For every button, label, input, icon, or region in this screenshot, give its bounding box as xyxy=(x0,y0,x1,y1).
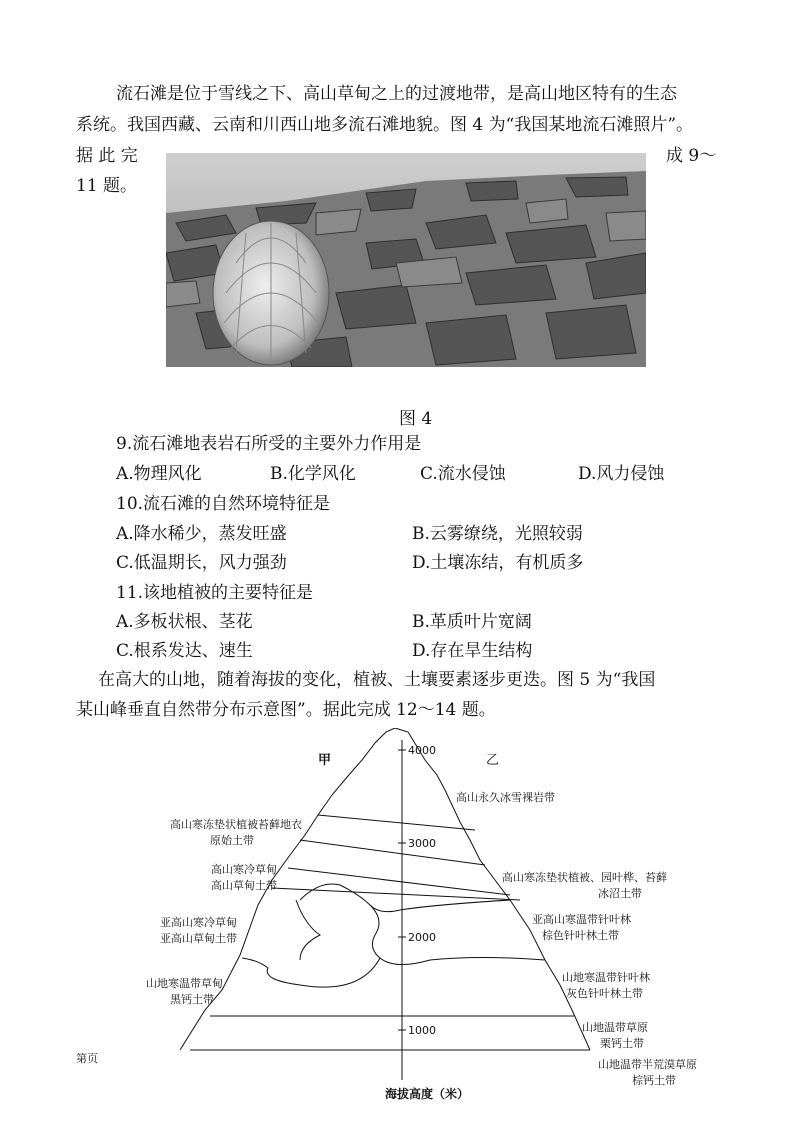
right-zone-1: 高山永久冰雪裸岩带 xyxy=(456,791,555,804)
question-10-option-c: C.低温期长，风力强劲 xyxy=(116,553,287,573)
intro-line-2: 系统。我国西藏、云南和川西山地多流石滩地貌。图 4 为“我国某地流石滩照片”。 xyxy=(76,115,694,135)
question-10-stem: 10.流石滩的自然环境特征是 xyxy=(116,494,331,514)
intro2-line-1: 在高大的山地，随着海拔的变化，植被、土壤要素逐步更迭。图 5 为“我国 xyxy=(98,670,656,690)
left-zone-2-soil: 高山草甸土带 xyxy=(211,879,277,892)
question-10-option-a: A.降水稀少，蒸发旺盛 xyxy=(116,524,287,544)
left-zone-3-veg: 亚高山寒冷草甸 xyxy=(160,916,237,929)
question-10-option-b: B.云雾缭绕，光照较弱 xyxy=(412,524,583,544)
question-9-option-c: C.流水侵蚀 xyxy=(420,464,506,484)
tick-4000: 4000 xyxy=(408,744,436,757)
left-zone-2-veg: 高山寒冷草甸 xyxy=(211,863,277,876)
left-zone-4-veg: 山地寒温带草甸 xyxy=(146,977,223,990)
question-11-option-d: D.存在旱生结构 xyxy=(412,641,533,661)
left-zone-3-soil: 亚高山草甸土带 xyxy=(160,932,237,945)
right-zone-3-soil: 棕色针叶林土带 xyxy=(542,929,619,942)
tick-1000: 1000 xyxy=(408,1024,436,1037)
right-zone-3-veg: 亚高山寒温带针叶林 xyxy=(532,913,631,926)
question-11-option-c: C.根系发达、速生 xyxy=(116,641,253,661)
intro-line-1: 流石滩是位于雪线之下、高山草甸之上的过渡地带，是高山地区特有的生态 xyxy=(116,84,677,104)
vertical-zone-diagram xyxy=(0,728,794,1122)
right-zone-4-soil: 灰色针叶林土带 xyxy=(566,987,643,1000)
question-10-option-d: D.土壤冻结，有机质多 xyxy=(412,553,584,573)
question-9-option-d: D.风力侵蚀 xyxy=(578,464,665,484)
question-11-stem: 11.该地植被的主要特征是 xyxy=(116,583,314,603)
left-zone-1-veg: 高山寒冻垫状植被苔藓地衣 xyxy=(170,818,302,831)
intro-line-4: 11 题。 xyxy=(76,176,138,196)
right-zone-6-veg: 山地温带半荒漠草原 xyxy=(598,1058,697,1071)
right-zone-2-soil: 冰沼土带 xyxy=(598,887,642,900)
page-footer: 第页 xyxy=(76,1052,98,1065)
right-zone-5-veg: 山地温带草原 xyxy=(582,1021,648,1034)
side-right-label: 乙 xyxy=(486,753,500,768)
tick-2000: 2000 xyxy=(408,931,436,944)
right-zone-6-soil: 棕钙土带 xyxy=(632,1074,676,1087)
right-zone-4-veg: 山地寒温带针叶林 xyxy=(562,971,650,984)
question-11-option-b: B.革质叶片宽阔 xyxy=(412,612,532,632)
tick-3000: 3000 xyxy=(408,837,436,850)
question-9-stem: 9.流石滩地表岩石所受的主要外力作用是 xyxy=(116,434,422,454)
axis-label: 海拔高度（米） xyxy=(385,1087,470,1101)
question-9-option-a: A.物理风化 xyxy=(116,464,202,484)
left-zone-4-soil: 黑钙土带 xyxy=(170,993,214,1006)
left-zone-1-soil: 原始土带 xyxy=(210,834,254,847)
figure-4-caption: 图 4 xyxy=(399,409,433,429)
intro2-line-2: 某山峰垂直自然带分布示意图”。据此完成 12～14 题。 xyxy=(76,700,496,720)
question-11-option-a: A.多板状根、茎花 xyxy=(116,612,253,632)
right-zone-5-soil: 栗钙土带 xyxy=(600,1037,644,1050)
side-left-label: 甲 xyxy=(318,753,332,768)
scree-photo xyxy=(166,153,646,367)
intro-line-3-right: 成 9～ xyxy=(666,146,717,166)
intro-line-3-left: 据 此 完 xyxy=(76,146,138,166)
question-9-option-b: B.化学风化 xyxy=(270,464,356,484)
right-zone-2-veg: 高山寒冻垫状植被、园叶桦、苔藓 xyxy=(502,871,667,884)
